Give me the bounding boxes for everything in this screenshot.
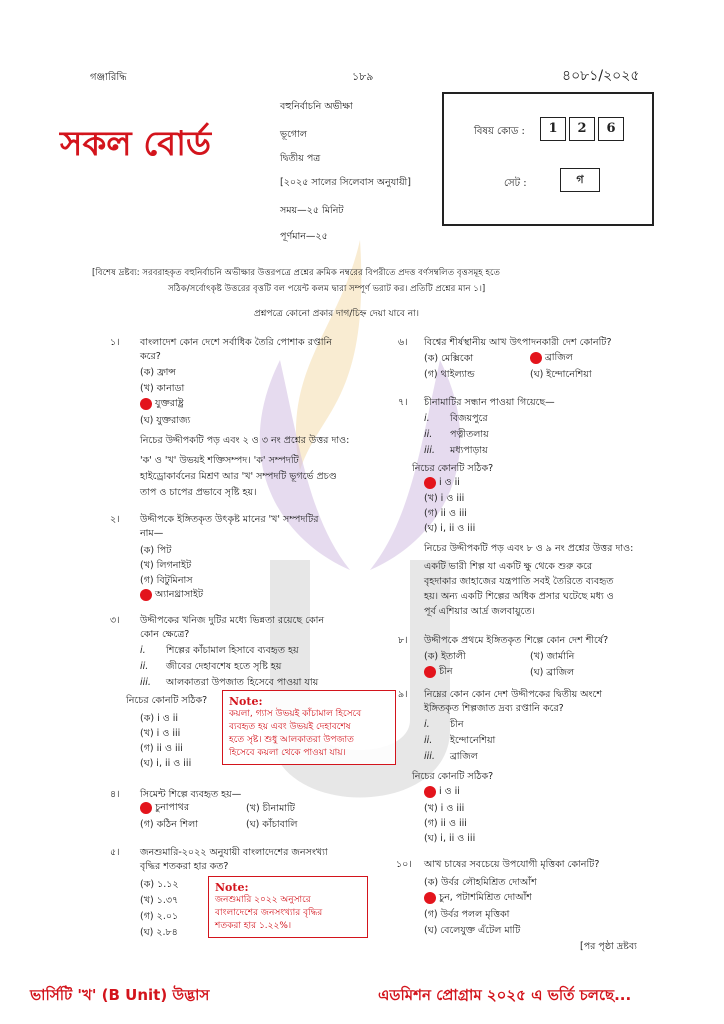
option-correct: ব্রাজিল [530,351,573,366]
option: (গ) থাইল্যান্ড [424,369,475,380]
question-text: ইঙ্গিতকৃত শিল্পজাত দ্রব্য রপ্তানি করে? [424,703,564,714]
subject-code-label: বিষয় কোড : [474,126,525,137]
which-correct: নিচের কোনটি সঠিক? [412,463,494,474]
question-number: ২। [110,514,120,525]
subject-name: ভূগোল [280,129,307,140]
stimulus-text: হাইড্রোকার্বনের মিশ্রণ আর 'খ' সম্পদটি ভূগর্ভে প্রচণ্ড [140,471,337,482]
answer-dot-icon [530,352,542,364]
statement-item: i. শিল্পের কাঁচামাল হিসাবে ব্যবহৃত হয় [140,645,299,656]
note-text: জনশুমারি ২০২২ অনুসারে [215,895,311,905]
which-correct: নিচের কোনটি সঠিক? [126,695,208,706]
answer-dot-icon [424,666,436,678]
statement-item: ii. ইন্দোনেশিয়া [424,735,496,746]
set-value: গ [560,168,600,192]
question-text: বাংলাদেশ কোন দেশে সর্বাধিক তৈরি পোশাক রপ্তানি [140,337,332,348]
option: (ঘ) ইন্দোনেশিয়া [530,369,592,380]
statement-item: i. চীন [424,719,464,730]
note-text: কয়লা, গ্যাস উভয়ই কাঁচামাল হিসেবে [229,709,362,719]
which-correct: নিচের কোনটি সঠিক? [412,771,494,782]
option: (ঘ) i, ii ও iii [140,758,192,769]
statement-item: i. বিজয়পুরে [424,413,488,424]
statement-item: iii. ব্রাজিল [424,751,478,762]
option: (গ) ii ও iii [140,743,183,754]
note-text: শতকরা হার ১.২২%। [215,921,292,931]
option: (ক) উর্বর লৌহমিশ্রিত দোআঁশ [424,877,537,888]
note-text: ব্যবহৃত হয় এবং উভয়ই দেহাবশেষ [229,722,351,732]
question-number: ৩। [110,615,120,626]
subject-code-digit: 1 [540,117,566,141]
statement-item: ii. পত্নীতলায় [424,429,489,440]
option: (খ) জার্মানি [530,651,575,662]
note-text: বাংলাদেশের জনসংখ্যার বৃদ্ধির [215,908,323,918]
option: (ক) পিট [140,545,172,556]
answer-dot-icon [424,477,436,489]
answer-dot-icon [424,892,436,904]
stimulus-text: পূর্ব এশিয়ার আর্দ্র জলবায়ুতে। [424,606,535,617]
question-text: বৃদ্ধির শতকরা হার কত? [140,861,229,872]
footer-right-banner: এডমিশন প্রোগ্রাম ২০২৫ এ ভর্তি চলছে... [378,986,632,1004]
question-number: ৭। [398,397,408,408]
option-correct: অ্যানথ্রাসাইট [140,588,203,603]
question-text: নিম্নের কোন কোন দেশ উদ্দীপকের দ্বিতীয় অংশে [424,689,602,700]
option: (গ) কঠিন শিলা [140,819,198,830]
option: (ঘ) i, ii ও iii [424,523,476,534]
set-label: সেট : [504,178,527,189]
question-text: নাম— [140,528,164,539]
question-number: ৮। [398,635,408,646]
option: (ক) মেক্সিকো [424,353,474,364]
subject-code-digit: 2 [569,117,595,141]
question-number: ১। [110,337,120,348]
stimulus-text: 'ক' ও 'খ' উভয়ই শক্তিসম্পদ। 'ক' সম্পদটি [140,455,299,466]
question-text: উদ্দীপকে প্রথমে ইঙ্গিতকৃত শিল্পে কোন দেশ শীর্ষে? [424,635,609,646]
option-correct: i ও ii [424,476,460,491]
page-number: ১৮৯ [352,70,374,83]
exam-time: সময়—২৫ মিনিট [280,205,344,216]
option-correct: চীন [424,665,453,680]
stimulus-text: হয়। অন্য একটি শিল্পের অধিক প্রসার ঘটেছে মধ্য ও [424,591,614,602]
stimulus-intro: নিচের উদ্দীপকটি পড় এবং ২ ও ৩ নং প্রশ্নের উত্তর দাও: [140,435,350,446]
note-title: Note: [215,881,249,894]
warning-text: প্রশ্নপত্রে কোনো প্রকার দাগ/চিহ্ন দেয়া যাবে না। [254,309,419,319]
option: (খ) i ও iii [140,728,181,739]
instruction-line-2: সঠিক/সর্বোৎকৃষ্ট উত্তরের বৃত্তটি বল পয়েন্ট কলম দ্বারা সম্পূর্ণ ভরাট কর। প্রতিটি প্রশ্নের মান ১।] [168,284,486,294]
option: (ক) ১.১২ [140,879,179,890]
question-text: সিমেন্ট শিল্পে ব্যবহৃত হয়— [140,789,242,800]
statement-item: ii. জীবের দেহাবশেষ হতে সৃষ্টি হয় [140,661,282,672]
option-correct: i ও ii [424,785,460,800]
code-reference: ৪০৮১/২০২৫ [562,68,640,84]
statement-item: iii. মধ্যপাড়ায় [424,445,488,456]
option: (খ) i ও iii [424,803,465,814]
question-text: বিশ্বের শীর্ষস্থানীয় আখ উৎপাদনকারী দেশ কোনটি? [424,337,612,348]
answer-dot-icon [140,802,152,814]
statement-item: iii. আলকাতরা উপজাত হিসেবে পাওয়া যায় [140,677,319,688]
next-page-note: [পর পৃষ্ঠা দ্রষ্টব্য [580,941,637,952]
option: (ক) i ও ii [140,713,179,724]
question-number: ১০। [396,859,412,870]
option: (খ) i ও iii [424,493,465,504]
option: (ঘ) যুক্তরাজ্য [140,415,191,426]
footer-left-banner: ভার্সিটি 'খ' (B Unit) উদ্ভাস [30,986,210,1004]
question-text: উদ্দীপকের খনিজ দুটির মধ্যে ভিন্নতা রয়েছে কোন [140,615,325,626]
syllabus-note: [২০২৫ সালের সিলেবাস অনুযায়ী] [280,177,411,188]
note-title: Note: [229,695,263,708]
option: (খ) কানাডা [140,383,185,394]
instruction-line-1: [বিশেষ দ্রষ্টব্য: সরবরাহকৃত বহুনির্বাচনি অভীক্ষার উত্তরপত্রে প্রশ্নের ক্রমিক নম্বরের বিপরীতে প্রদত্ত বর্ণসম্বলিত বৃত্তসমূহ হতে [92,268,500,278]
stimulus-text: একটি ভারী শিল্প যা একটি ক্ষু থেকে শুরু করে [424,561,593,572]
answer-dot-icon [140,589,152,601]
option: (গ) বিটুমিনাস [140,575,193,586]
option-correct: চুনাপাথর [140,801,189,816]
answer-dot-icon [140,398,152,410]
subject-code-digit: 6 [598,117,624,141]
option-correct: যুক্তরাষ্ট্র [140,397,184,412]
publisher-name: গঞ্জারিদ্ধি [90,72,127,83]
option: (খ) ১.৩৭ [140,895,179,906]
stimulus-text: তাপ ও চাপের প্রভাবে সৃষ্টি হয়। [140,487,257,498]
question-text: আখ চাষের সবচেয়ে উপযোগী মৃত্তিকা কোনটি? [424,859,600,870]
question-text: চীনামাটির সন্ধান পাওয়া গিয়েছে— [424,397,555,408]
note-text: হতে সৃষ্ট। শুধু আলকাতরা উপজাত [229,735,354,745]
option: (গ) ২.০১ [140,911,179,922]
question-number: ৯। [398,689,408,700]
question-number: ৫। [110,847,120,858]
question-text: জনশুমারি-২০২২ অনুযায়ী বাংলাদেশের জনসংখ্যা [140,847,328,858]
stimulus-intro: নিচের উদ্দীপকটি পড় এবং ৮ ও ৯ নং প্রশ্নের উত্তর দাও: [424,543,634,554]
question-text: কোন ক্ষেত্রে? [140,629,190,640]
option: (ঘ) ২.৮৪ [140,927,178,938]
note-box [222,690,396,765]
note-text: হিসেবে কয়লা থেকে পাওয়া যায়। [229,748,346,758]
option: (ঘ) ব্রাজিল [530,667,575,678]
option: (গ) ii ও iii [424,818,467,829]
exam-type: বহুনির্বাচনি অভীক্ষা [280,101,353,112]
paper-name: দ্বিতীয় পত্র [280,153,321,164]
full-marks: পূর্ণমান—২৫ [280,231,328,242]
question-text: করে? [140,351,161,362]
question-number: ৪। [110,789,120,800]
option: (খ) লিগনাইট [140,560,192,571]
option: (ক) ইতালী [424,651,466,662]
option: (ক) ফ্রান্স [140,367,176,378]
board-title: সকল বোর্ড [60,124,212,164]
answer-dot-icon [424,786,436,798]
note-box [208,876,368,938]
stimulus-text: বৃহদাকার জাহাজের যন্ত্রপাতি সবই তৈরিতে ব্যবহৃত [424,576,614,587]
question-text: উদ্দীপকে ইঙ্গিতকৃত উৎকৃষ্ট মানের 'খ' সম্পদটির [140,514,319,525]
option: (গ) উর্বর পলল মৃত্তিকা [424,909,510,920]
option-correct: চুন, পটাশমিশ্রিত দোআঁশ [424,891,532,906]
option: (খ) চীনামাটি [246,803,295,814]
option: (ঘ) কাঁচাবালি [246,819,298,830]
question-number: ৬। [398,337,408,348]
option: (ঘ) i, ii ও iii [424,833,476,844]
option: (ঘ) বেলেযুক্ত এঁটেল মাটি [424,925,521,936]
subject-code-box [442,92,654,226]
option: (গ) ii ও iii [424,508,467,519]
